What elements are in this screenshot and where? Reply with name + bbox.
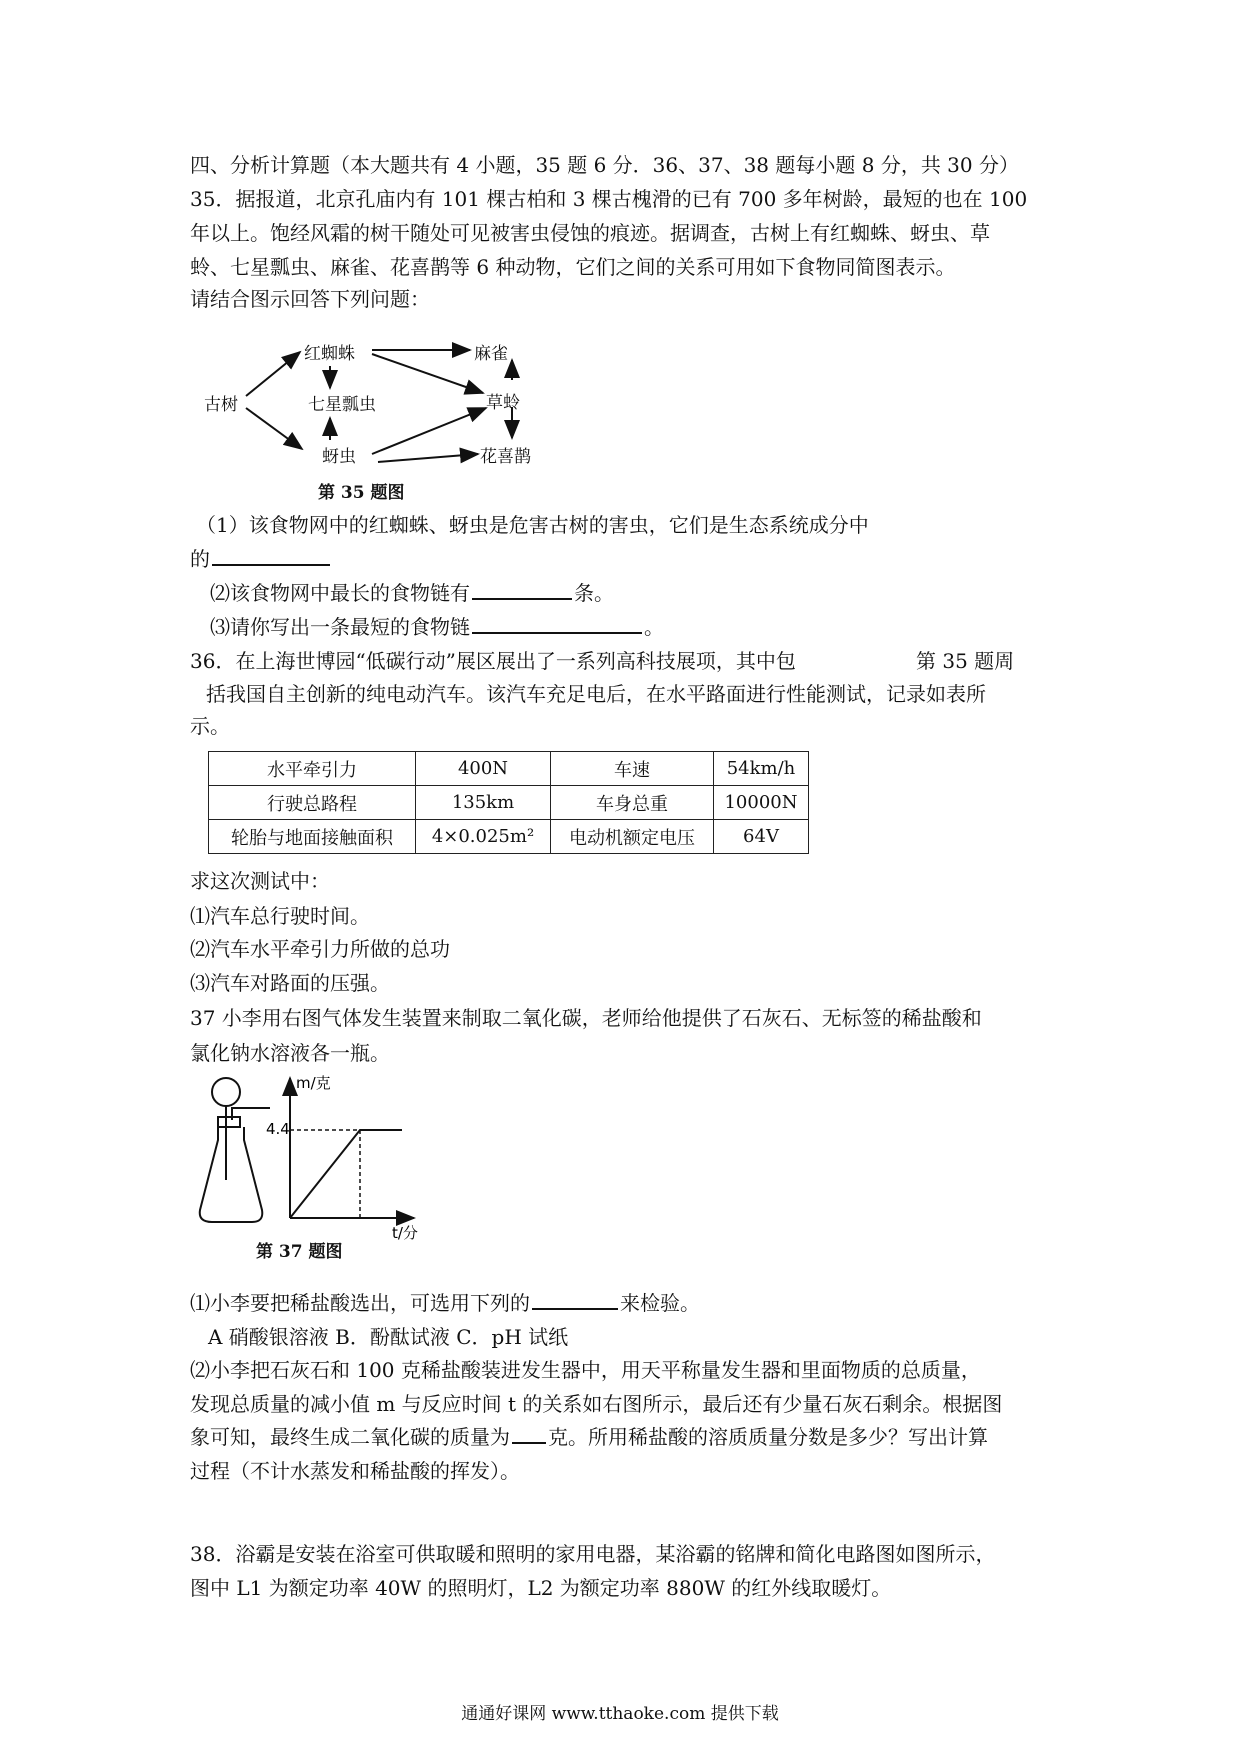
q37-sub2-line-2: 发现总质量的减小值 m 与反应时间 t 的关系如右图所示，最后还有少量石灰石剩余。根据图 [190, 1392, 1003, 1416]
q37-sub2-line-1: ⑵小李把石灰石和 100 克稀盐酸装进发生器中，用天平称量发生器和里面物质的总质量， [190, 1358, 981, 1382]
node-aphid: 蚜虫 [322, 447, 356, 467]
q37-sub1-line [190, 1288, 700, 1318]
q36-item-2: ⑵汽车水平牵引力所做的总功 [190, 937, 450, 961]
q37-sub1-answer-blank[interactable] [532, 1288, 618, 1310]
q35-figure-caption: 第 35 题图 [318, 483, 405, 503]
q35-sub2-text-b: 条。 [574, 581, 614, 605]
q37-sub2-text-a: 象可知，最终生成二氧化碳的质量为 [190, 1425, 510, 1449]
table-cell: 64V [714, 820, 809, 854]
q38-line-2: 图中 L1 为额定功率 40W 的照明灯，L2 为额定功率 880W 的红外线取暖灯。 [190, 1576, 892, 1600]
q37-sub2-text-b: 克。所用稀盐酸的溶质质量分数是多少？写出计算 [548, 1425, 988, 1449]
q37-line-2: 氯化钠水溶液各一瓶。 [190, 1041, 390, 1065]
q36-line-1-tail: 第 35 题周 [916, 649, 1015, 673]
q37-options: A 硝酸银溶液 B．酚酞试液 C．pH 试纸 [208, 1325, 569, 1349]
q36-ask: 求这次测试中： [190, 869, 330, 893]
table-cell: 10000N [714, 786, 809, 820]
q36-item-3: ⑶汽车对路面的压强。 [190, 971, 390, 995]
section-heading: 四、分析计算题（本大题共有 4 小题，35 题 6 分．36、37、38 题每小题 8 分，共 30 分） [190, 153, 1019, 177]
table-cell: 4×0.025m² [416, 820, 551, 854]
q38-line-1: 38．浴霸是安装在浴室可供取暖和照明的家用电器，某浴霸的铭牌和简化电路图如图所示， [190, 1542, 996, 1566]
q35-sub2-text-a: ⑵该食物网中最长的食物链有 [210, 581, 470, 605]
q36-item-1: ⑴汽车总行驶时间。 [190, 904, 370, 928]
table-cell: 54km/h [714, 752, 809, 786]
chart-x-label: t/分 [392, 1224, 418, 1242]
q35-intro-line-3: 蛉、七星瓢虫、麻雀、花喜鹊等 6 种动物，它们之间的关系可用如下食物同简图表示。 [190, 255, 956, 279]
q36-line-3: 示。 [190, 714, 230, 738]
q36-line-1: 36．在上海世博园“低碳行动”展区展出了一系列高科技展项，其中包 [190, 649, 796, 673]
node-magpie: 花喜鹊 [480, 447, 531, 467]
q37-sub2-line-4: 过程（不计水蒸发和稀盐酸的挥发）。 [190, 1459, 520, 1483]
q37-figure-caption: 第 37 题图 [256, 1242, 343, 1262]
chart-y-label: m/克 [296, 1074, 331, 1092]
q37-sub1-text-a: ⑴小李要把稀盐酸选出，可选用下列的 [190, 1291, 530, 1315]
q35-sub3-text-a: ⑶请你写出一条最短的食物链 [210, 615, 470, 639]
table-cell: 135km [416, 786, 551, 820]
page-footer: 通通好课网 www.tthaoke.com 提供下载 [461, 1704, 779, 1724]
q35-sub1-text-a: （1）该食物网中的红蜘蛛、蚜虫是危害古树的害虫，它们是生态系统成分中 [196, 513, 869, 537]
q35-sub3-text-b: 。 [644, 615, 664, 639]
chart-series-line [290, 1130, 402, 1218]
q36-line-2: 括我国自主创新的纯电动汽车。该汽车充足电后，在水平路面进行性能测试，记录如表所 [206, 682, 986, 706]
node-lacewing: 草蛉 [486, 393, 520, 413]
table-cell: 车身总重 [551, 786, 714, 820]
q35-intro-line-2: 年以上。饱经风霜的树干随处可见被害虫侵蚀的痕迹。据调查，古树上有红蜘蛛、蚜虫、草 [190, 221, 990, 245]
q37-sub1-text-b: 来检验。 [620, 1291, 700, 1315]
q37-line-1: 37 小李用右图气体发生装置来制取二氧化碳，老师给他提供了石灰石、无标签的稀盐酸和 [190, 1006, 982, 1030]
q37-sub2-line-3 [190, 1422, 988, 1452]
node-tree: 古树 [204, 395, 238, 415]
q35-intro-line-1: 35．据报道，北京孔庙内有 101 棵古柏和 3 棵古槐滑的已有 700 多年树龄，最短的也在 100 [190, 187, 1028, 211]
table-cell: 400N [416, 752, 551, 786]
node-sparrow: 麻雀 [474, 344, 508, 364]
q35-intro-line-4: 请结合图示回答下列问题： [190, 287, 430, 311]
table-cell: 车速 [551, 752, 714, 786]
q37-sub2-answer-blank[interactable] [512, 1422, 546, 1444]
table-cell: 电动机额定电压 [551, 820, 714, 854]
table-cell: 轮胎与地面接触面积 [209, 820, 416, 854]
table-cell: 水平牵引力 [209, 752, 416, 786]
chart-y-tick: 4.4 [266, 1120, 290, 1138]
node-red-spider: 红蜘蛛 [304, 344, 355, 364]
table-cell: 行驶总路程 [209, 786, 416, 820]
q35-sub1-text-b: 的 [190, 547, 210, 571]
node-ladybug: 七星瓢虫 [308, 395, 376, 415]
